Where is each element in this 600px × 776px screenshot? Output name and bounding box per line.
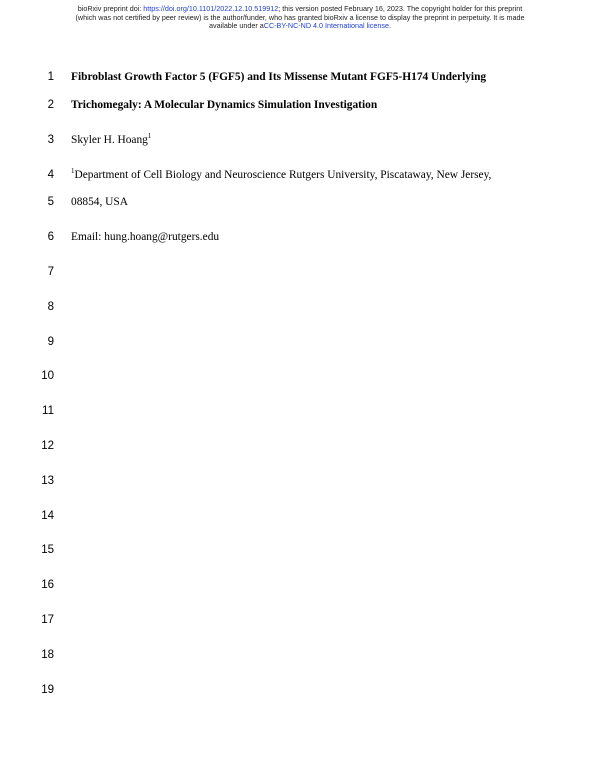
line-number: 6 xyxy=(47,231,54,243)
line-number: 11 xyxy=(42,405,54,417)
doi-link[interactable]: https://doi.org/10.1101/2022.12.10.519912 xyxy=(143,4,279,13)
line-number: 14 xyxy=(41,510,54,522)
line-8 xyxy=(0,298,600,316)
line-19 xyxy=(0,681,600,699)
preprint-header xyxy=(0,5,600,31)
line-number: 13 xyxy=(41,475,54,487)
line-4 xyxy=(0,166,600,184)
affiliation-line-2: 08854, USA xyxy=(71,196,128,208)
line-3 xyxy=(0,131,600,149)
line-number: 4 xyxy=(47,169,54,181)
line-5 xyxy=(0,193,600,211)
line-14 xyxy=(0,507,600,525)
line-number: 3 xyxy=(47,134,54,146)
line-number: 16 xyxy=(41,579,54,591)
line-13 xyxy=(0,472,600,490)
line-number: 2 xyxy=(47,99,54,111)
line-17 xyxy=(0,611,600,629)
license-link[interactable]: CC-BY-NC-ND 4.0 International license xyxy=(263,21,389,31)
line-6 xyxy=(0,228,600,246)
line-16 xyxy=(0,576,600,594)
line-1 xyxy=(0,68,600,86)
line-number: 7 xyxy=(47,266,54,278)
line-number: 5 xyxy=(47,196,54,208)
line-12 xyxy=(0,437,600,455)
affiliation-line-1: $^1$Department of Cell Biology and Neuroscience Rutgers University, Piscataway, New Jersey, xyxy=(71,167,492,181)
header-line-3: available under aCC-BY-NC-ND 4.0 International license. xyxy=(209,21,391,31)
line-number: 10 xyxy=(41,370,54,382)
line-7 xyxy=(0,263,600,281)
line-15 xyxy=(0,541,600,559)
header-line-1: bioRxiv preprint doi: https://doi.org/10.1101/2022.12.10.519912; this version posted February 16, 2023. The copyright holder for this preprint xyxy=(77,4,523,13)
line-number: 9 xyxy=(47,336,54,348)
line-number: 17 xyxy=(41,614,54,626)
title-line-2: Trichomegaly: A Molecular Dynamics Simulation Investigation xyxy=(71,99,378,111)
line-10 xyxy=(0,367,600,385)
line-11 xyxy=(0,402,600,420)
line-2 xyxy=(0,96,600,114)
line-number: 1 xyxy=(47,71,54,83)
line-number: 18 xyxy=(41,649,54,661)
author: Skyler H. Hoang$^1$ xyxy=(71,132,152,146)
line-number: 15 xyxy=(41,544,54,556)
line-9 xyxy=(0,333,600,351)
email: Email: hung.hoang@rutgers.edu xyxy=(71,231,220,243)
line-number: 12 xyxy=(41,440,54,452)
line-18 xyxy=(0,646,600,664)
line-number: 8 xyxy=(47,301,54,313)
line-number: 19 xyxy=(41,684,54,696)
header-line-2: (which was not certified by peer review) is the author/funder, who has granted bioRxiv a license to display the preprint in perpetuity. It is made xyxy=(75,12,525,22)
title-line-1: Fibroblast Growth Factor 5 (FGF5) and Its Missense Mutant FGF5-H174 Underlying xyxy=(71,71,487,83)
